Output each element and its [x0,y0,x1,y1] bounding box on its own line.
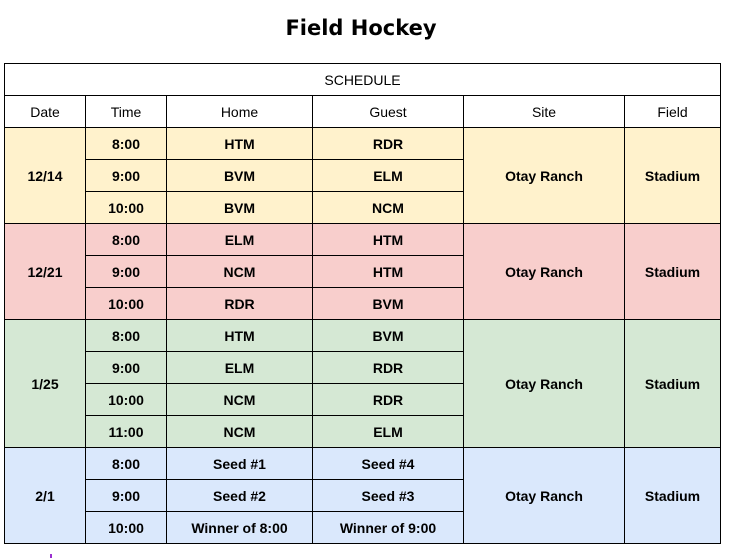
home-cell: BVM [167,192,313,224]
home-cell: ELM [167,224,313,256]
time-cell: 9:00 [86,352,167,384]
home-cell: Seed #1 [167,448,313,480]
field-cell: Stadium [625,128,721,224]
date-cell: 2/1 [5,448,86,544]
guest-cell: ELM [313,160,464,192]
time-cell: 8:00 [86,448,167,480]
schedule-body [5,128,721,544]
time-cell: 8:00 [86,320,167,352]
guest-cell: Seed #4 [313,448,464,480]
site-cell: Otay Ranch [464,128,625,224]
date-cell: 12/21 [5,224,86,320]
guest-cell: RDR [313,384,464,416]
cursor-mark [50,554,52,558]
time-cell: 8:00 [86,224,167,256]
guest-cell: Seed #3 [313,480,464,512]
home-cell: RDR [167,288,313,320]
time-cell: 10:00 [86,288,167,320]
guest-cell: RDR [313,352,464,384]
guest-cell: Winner of 9:00 [313,512,464,544]
field-cell: Stadium [625,320,721,448]
date-cell: 1/25 [5,320,86,448]
home-cell: NCM [167,256,313,288]
table-row [5,448,721,480]
schedule-table [4,63,721,544]
home-cell: ELM [167,352,313,384]
time-cell: 9:00 [86,160,167,192]
table-row [5,224,721,256]
home-cell: NCM [167,416,313,448]
date-cell: 12/14 [5,128,86,224]
time-cell: 10:00 [86,512,167,544]
time-cell: 11:00 [86,416,167,448]
field-cell: Stadium [625,224,721,320]
home-cell: HTM [167,128,313,160]
column-header-date: Date [5,96,86,128]
column-header-site: Site [464,96,625,128]
guest-cell: BVM [313,320,464,352]
table-row [5,320,721,352]
guest-cell: HTM [313,224,464,256]
page-title: Field Hockey [285,16,437,40]
guest-cell: HTM [313,256,464,288]
table-row [5,128,721,160]
column-header-field: Field [625,96,721,128]
home-cell: HTM [167,320,313,352]
home-cell: Winner of 8:00 [167,512,313,544]
column-header-home: Home [167,96,313,128]
guest-cell: RDR [313,128,464,160]
site-cell: Otay Ranch [464,320,625,448]
home-cell: Seed #2 [167,480,313,512]
time-cell: 10:00 [86,384,167,416]
time-cell: 9:00 [86,256,167,288]
column-header-guest: Guest [313,96,464,128]
column-header-time: Time [86,96,167,128]
field-cell: Stadium [625,448,721,544]
guest-cell: NCM [313,192,464,224]
time-cell: 9:00 [86,480,167,512]
site-cell: Otay Ranch [464,224,625,320]
guest-cell: BVM [313,288,464,320]
site-cell: Otay Ranch [464,448,625,544]
home-cell: BVM [167,160,313,192]
schedule-caption: SCHEDULE [5,64,721,96]
time-cell: 10:00 [86,192,167,224]
home-cell: NCM [167,384,313,416]
guest-cell: ELM [313,416,464,448]
time-cell: 8:00 [86,128,167,160]
